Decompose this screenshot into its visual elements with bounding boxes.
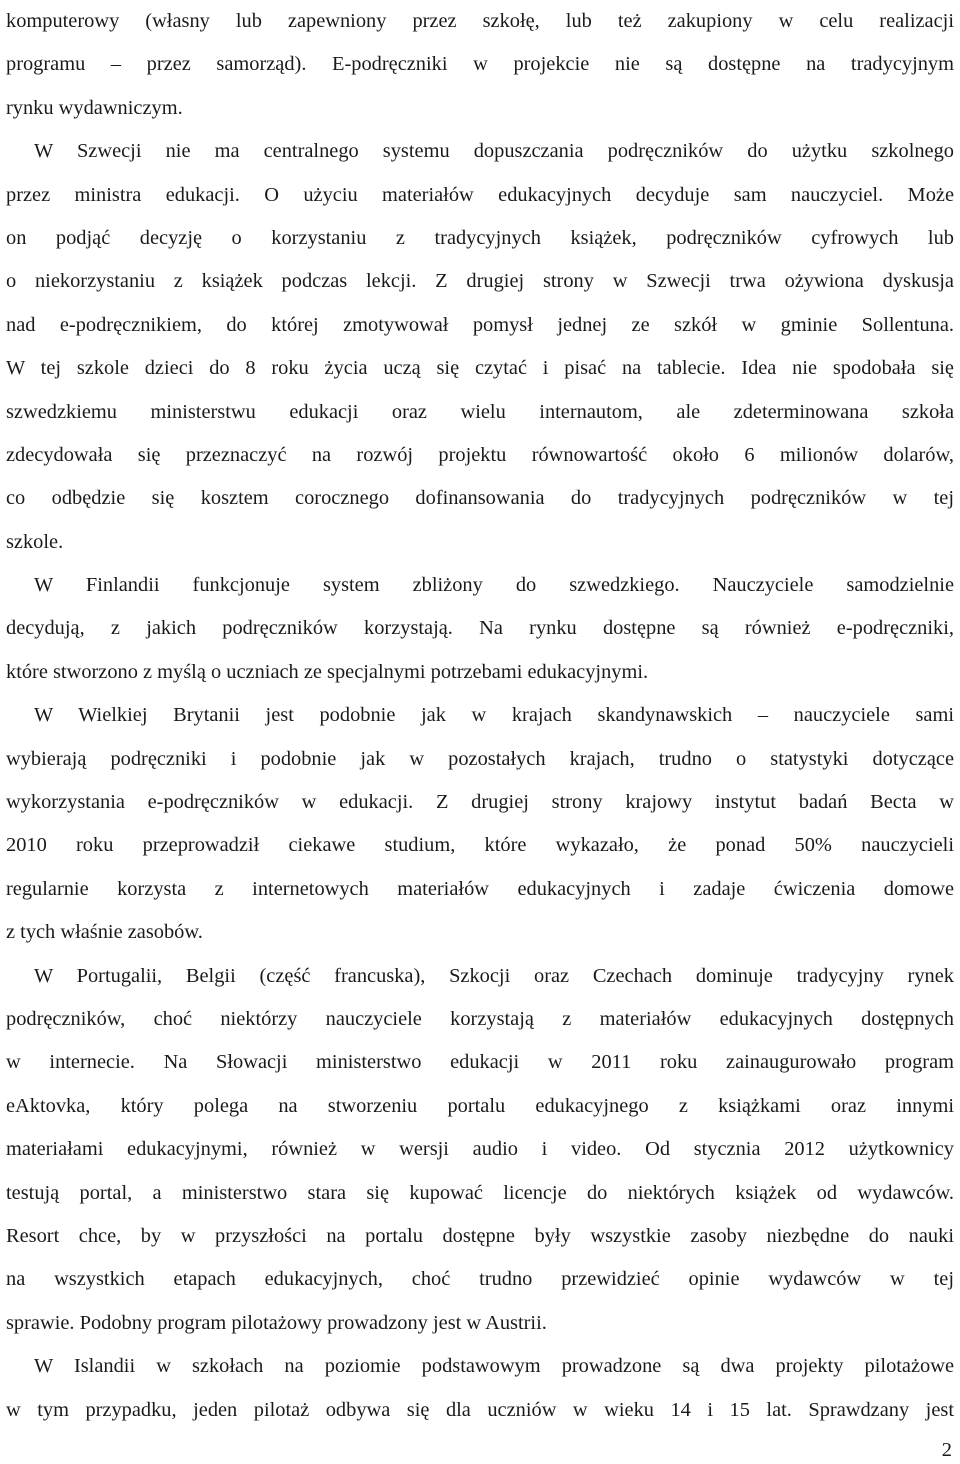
text-line: W Islandii w szkołach na poziomie podstawowym prowadzone są dwa projekty pilotażowe [34,1355,954,1378]
text-line: wykorzystania e-podręczników w edukacji. Z drugiej strony krajowy instytut badań Becta w [6,791,954,814]
text-line: w tym przypadku, jeden pilotaż odbywa się dla uczniów w wieku 14 i 15 lat. Sprawdzany jest [6,1398,954,1421]
text-line: W Wielkiej Brytanii jest podobnie jak w krajach skandynawskich – nauczyciele sami [34,704,954,727]
document-page [6,0,954,1432]
text-line: szkole. [6,530,64,553]
text-line: materiałami edukacyjnymi, również w wersji audio i video. Od stycznia 2012 użytkownicy [6,1138,954,1161]
text-line: z tych właśnie zasobów. [6,921,203,944]
text-line: które stworzono z myślą o uczniach ze specjalnymi potrzebami edukacyjnymi. [6,660,649,683]
text-line: W tej szkole dzieci do 8 roku życia uczą się czytać i pisać na tablecie. Idea nie spodobała się [6,357,954,380]
page-number: 2 [941,1439,952,1461]
text-line: przez ministra edukacji. O użyciu materiałów edukacyjnych decyduje sam nauczyciel. Może [6,183,954,206]
text-line: o niekorzystaniu z książek podczas lekcji. Z drugiej strony w Szwecji trwa ożywiona dyskusja [6,270,954,293]
text-line: W Portugalii, Belgii (część francuska), Szkocji oraz Czechach dominuje tradycyjny rynek [34,964,954,987]
text-line: decydują, z jakich podręczników korzystają. Na rynku dostępne są również e-podręczniki, [6,617,954,640]
text-line: 2010 roku przeprowadził ciekawe studium, które wykazało, że ponad 50% nauczycieli [6,834,954,857]
text-line: on podjąć decyzję o korzystaniu z tradycyjnych książek, podręczników cyfrowych lub [6,226,954,249]
text-line: wybierają podręczniki i podobnie jak w pozostałych krajach, trudno o statystyki dotyczące [6,747,954,770]
text-line: programu – przez samorząd). E-podręczniki w projekcie nie są dostępne na tradycyjnym [6,53,954,76]
text-line: szwedzkiemu ministerstwu edukacji oraz wielu internautom, ale zdeterminowana szkoła [6,400,954,423]
text-line: sprawie. Podobny program pilotażowy prowadzony jest w Austrii. [6,1311,547,1334]
text-line: co odbędzie się kosztem corocznego dofinansowania do tradycyjnych podręczników w tej [6,487,954,510]
text-line: w internecie. Na Słowacji ministerstwo edukacji w 2011 roku zainaugurowało program [6,1051,954,1074]
text-line: regularnie korzysta z internetowych materiałów edukacyjnych i zadaje ćwiczenia domowe [6,877,954,900]
text-line: W Finlandii funkcjonuje system zbliżony do szwedzkiego. Nauczyciele samodzielnie [34,574,954,597]
text-line: zdecydowała się przeznaczyć na rozwój projektu równowartość około 6 milionów dolarów, [6,443,954,466]
text-line: rynku wydawniczym. [6,96,183,119]
text-line: nad e-podręcznikiem, do której zmotywował pomysł jednej ze szkół w gminie Sollentuna. [6,313,954,336]
text-line: testują portal, a ministerstwo stara się kupować licencje do niektórych książek od wydawców. [6,1181,954,1204]
text-line: Resort chce, by w przyszłości na portalu dostępne były wszystkie zasoby niezbędne do nauki [6,1224,954,1247]
text-line: komputerowy (własny lub zapewniony przez szkołę, lub też zakupiony w celu realizacji [6,10,954,32]
text-line: na wszystkich etapach edukacyjnych, choć trudno przewidzieć opinie wydawców w tej [6,1268,954,1291]
text-line: eAktovka, który polega na stworzeniu portalu edukacyjnego z książkami oraz innymi [6,1094,954,1117]
text-line: podręczników, choć niektórzy nauczyciele korzystają z materiałów edukacyjnych dostępnych [6,1007,954,1030]
text-line: W Szwecji nie ma centralnego systemu dopuszczania podręczników do użytku szkolnego [34,140,954,163]
